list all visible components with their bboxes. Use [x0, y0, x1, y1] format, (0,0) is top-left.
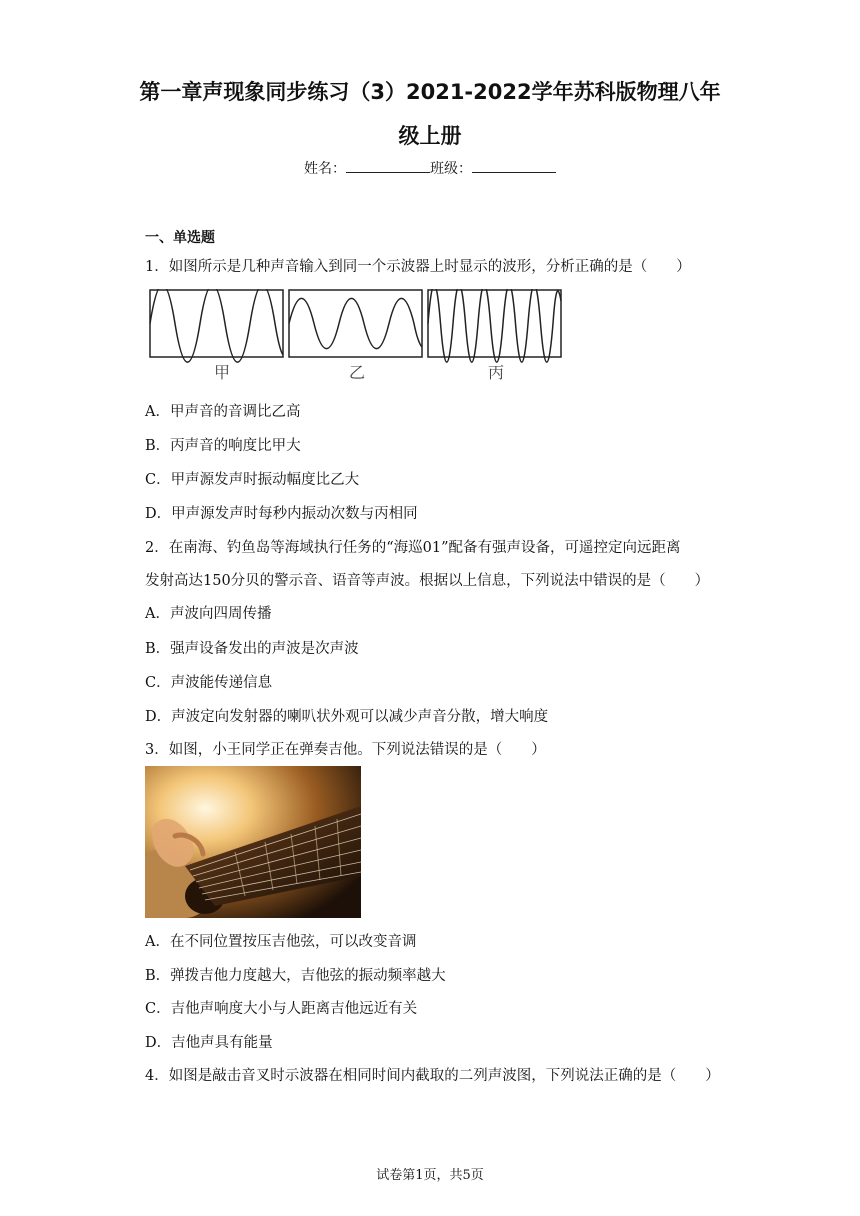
q2-option-d: D．声波定向发射器的喇叭状外观可以减少声音分散，增大响度: [145, 709, 549, 725]
label-jia: 甲: [213, 363, 231, 382]
q2-option-c: C．声波能传递信息: [145, 675, 273, 691]
q3-option-a: A．在不同位置按压吉他弦，可以改变音调: [145, 934, 417, 950]
section-title: 一、单选题: [145, 230, 215, 246]
name-label: 姓名：: [304, 161, 346, 177]
label-bing: 丙: [487, 363, 505, 382]
class-blank: [472, 160, 556, 173]
q1-option-d: D．甲声源发声时每秒内振动次数与丙相同: [145, 506, 418, 522]
q3-stem: 3．如图，小王同学正在弹奏吉他。下列说法错误的是（ ）: [145, 742, 546, 758]
q3-option-d: D．吉他声具有能量: [145, 1035, 273, 1051]
waveform-yi: [289, 290, 422, 357]
q2-stem-line2: 发射高达150分贝的警示音、语音等声波。根据以上信息，下列说法中错误的是（ ）: [145, 573, 710, 589]
q2-option-a: A．声波向四周传播: [145, 606, 272, 622]
q3-option-b: B．弹拨吉他力度越大，吉他弦的振动频率越大: [145, 968, 446, 984]
q4-stem: 4．如图是敲击音叉时示波器在相同时间内截取的二列声波图，下列说法正确的是（ ）: [145, 1068, 720, 1084]
name-blank: [346, 160, 430, 173]
q2-option-b: B．强声设备发出的声波是次声波: [145, 641, 359, 657]
student-info-line: [0, 158, 860, 178]
class-label: 班级：: [430, 161, 472, 177]
oscilloscope-waveforms-figure: [149, 289, 563, 385]
q1-option-b: B．丙声音的响度比甲大: [145, 438, 301, 454]
q1-stem: 1．如图所示是几种声音输入到同一个示波器上时显示的波形，分析正确的是（ ）: [145, 259, 691, 275]
waveform-jia: [150, 289, 283, 362]
page-title-line2: 级上册: [398, 124, 462, 148]
label-yi: 乙: [348, 363, 366, 382]
q2-stem-line1: 2．在南海、钓鱼岛等海域执行任务的“海巡01”配备有强声设备，可遥控定向远距离: [145, 540, 681, 556]
page-title-line1: 第一章声现象同步练习（3）2021-2022学年苏科版物理八年: [139, 80, 721, 104]
page-footer: 试卷第1页，共5页: [376, 1168, 484, 1183]
waveform-bing: [428, 289, 561, 362]
q1-option-c: C．甲声源发声时振动幅度比乙大: [145, 472, 360, 488]
q1-option-a: A．甲声音的音调比乙高: [145, 404, 301, 420]
guitar-photo: [145, 766, 361, 918]
q3-option-c: C．吉他声响度大小与人距离吉他远近有关: [145, 1001, 418, 1017]
